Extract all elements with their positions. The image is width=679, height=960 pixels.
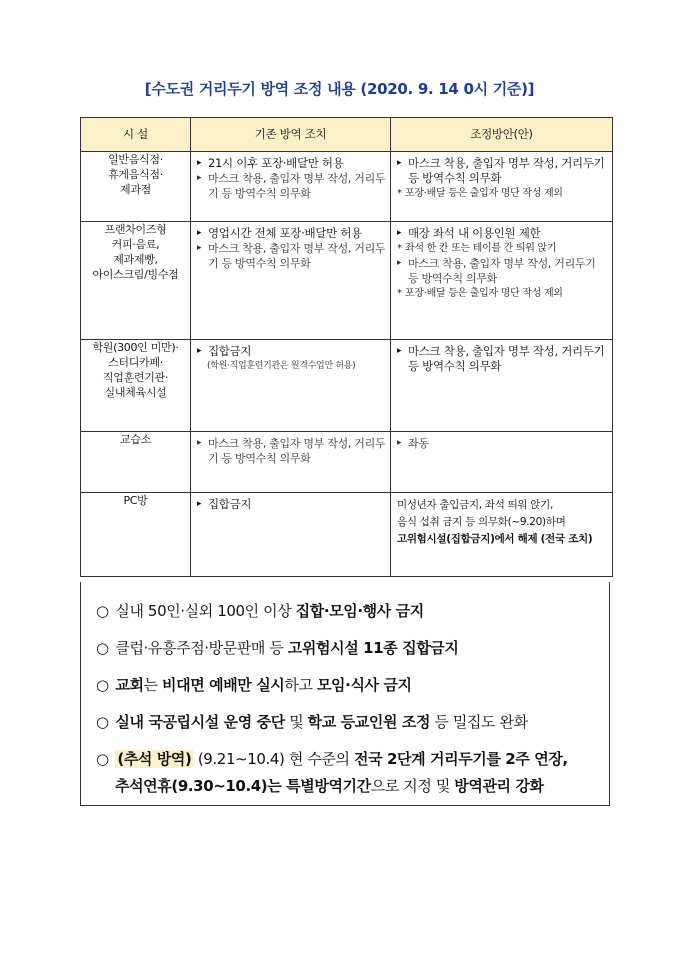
adjusted-star: * 포장·배달 등은 출입자 명단 작성 제외 xyxy=(397,186,608,201)
page-title: [수도권 거리두기 방역 조정 내용 (2020. 9. 14 0시 기준)] xyxy=(144,80,535,98)
circle-bullet-icon: ○ xyxy=(96,676,109,694)
table-row xyxy=(81,222,613,340)
facility-cell: 프랜차이즈형 커피·음료, 제과제빵, 아이스크림/빙수점 xyxy=(81,222,191,340)
summary-line: ○ 교회는 비대면 예배만 실시하고 모임·식사 금지 xyxy=(96,676,412,694)
circle-bullet-icon: ○ xyxy=(96,750,109,768)
existing-cell xyxy=(191,340,391,432)
summary-line: ○ 클럽·유흥주점·방문판매 등 고위험시설 11종 집합금지 xyxy=(96,639,459,657)
circle-bullet-icon: ○ xyxy=(96,639,109,657)
adjusted-sub: ▸ 마스크 착용, 출입자 명부 작성, 거리두기 등 방역수칙 의무화 xyxy=(397,256,608,286)
existing-sub: ▸ 마스크 착용, 출입자 명부 작성, 거리두기 등 방역수칙 의무화 xyxy=(197,241,386,271)
adjusted-line: 음식 섭취 금지 등 의무화(~9.20)하며 xyxy=(397,516,566,528)
adjusted-main: ▸ 마스크 착용, 출입자 명부 작성, 거리두기 등 방역수칙 의무화 xyxy=(397,344,608,374)
summary-line: ○ (추석 방역) (9.21∼10.4) 현 수준의 전국 2단계 거리두기를 2주 연장, xyxy=(96,750,568,768)
adjusted-cell xyxy=(391,340,613,432)
adjusted-line: 고위험시설(집합금지)에서 해제 (전국 조치) xyxy=(397,533,593,545)
adjusted-main: ▸ 매장 좌석 내 이용인원 제한 xyxy=(397,226,608,241)
adjusted-line: 미성년자 출입금지, 좌석 띄워 앉기, xyxy=(397,499,554,511)
summary-line-continued: 추석연휴(9.30~10.4)는 특별방역기간으로 지정 및 방역관리 강화 xyxy=(115,777,544,795)
summary-line: ○ 실내 50인·실외 100인 이상 집합·모임·행사 금지 xyxy=(96,602,424,620)
existing-cell xyxy=(191,432,391,493)
existing-cell xyxy=(191,493,391,577)
adjusted-cell xyxy=(391,222,613,340)
table-row xyxy=(81,493,613,577)
existing-main: ▸ 집합금지 xyxy=(197,497,386,512)
adjusted-main: ▸ 마스크 착용, 출입자 명부 작성, 거리두기 등 방역수칙 의무화 xyxy=(397,156,608,186)
facility-cell: 일반음식점· 휴게음식점· 제과점 xyxy=(81,152,191,222)
header-existing: 기존 방역 조치 xyxy=(191,118,391,152)
adjusted-cell xyxy=(391,152,613,222)
existing-cell xyxy=(191,152,391,222)
header-adjusted: 조정방안(안) xyxy=(391,118,613,152)
adjusted-sub: ▸ 좌동 xyxy=(397,436,608,451)
existing-sub: ▸ 마스크 착용, 출입자 명부 작성, 거리두기 등 방역수칙 의무화 xyxy=(197,171,386,201)
table-row xyxy=(81,152,613,222)
adjusted-cell xyxy=(391,493,613,577)
existing-note: (학원·직업훈련기관은 원격수업만 허용) xyxy=(207,361,356,371)
existing-main: ▸ 영업시간 전체 포장·배달만 허용 xyxy=(197,226,386,241)
facility-cell: 학원(300인 미만)· 스터디카페· 직업훈련기관· 실내체육시설 xyxy=(81,340,191,432)
existing-cell xyxy=(191,222,391,340)
header-facility: 시 설 xyxy=(81,118,191,152)
existing-main: ▸ 집합금지 xyxy=(197,344,386,359)
facility-cell: 교습소 xyxy=(81,432,191,493)
measures-table xyxy=(80,117,613,577)
circle-bullet-icon: ○ xyxy=(96,602,109,620)
summary-line: ○ 실내 국공립시설 운영 중단 및 학교 등교인원 조정 등 밀집도 완화 xyxy=(96,713,528,731)
highlight-chuseok: (추석 방역) xyxy=(117,750,192,768)
adjusted-star: * 좌석 한 칸 또는 테이블 간 띄워 앉기 xyxy=(397,241,608,256)
circle-bullet-icon: ○ xyxy=(96,713,109,731)
adjusted-cell xyxy=(391,432,613,493)
existing-sub: ▸ 마스크 착용, 출입자 명부 작성, 거리두기 등 방역수칙 의무화 xyxy=(197,436,386,466)
table-header-row xyxy=(81,118,613,152)
summary-box xyxy=(80,582,610,806)
table-row xyxy=(81,340,613,432)
table-row xyxy=(81,432,613,493)
existing-main: ▸ 21시 이후 포장·배달만 허용 xyxy=(197,156,386,171)
adjusted-star: * 포장·배달 등은 출입자 명단 작성 제외 xyxy=(397,286,608,301)
facility-cell: PC방 xyxy=(81,493,191,577)
